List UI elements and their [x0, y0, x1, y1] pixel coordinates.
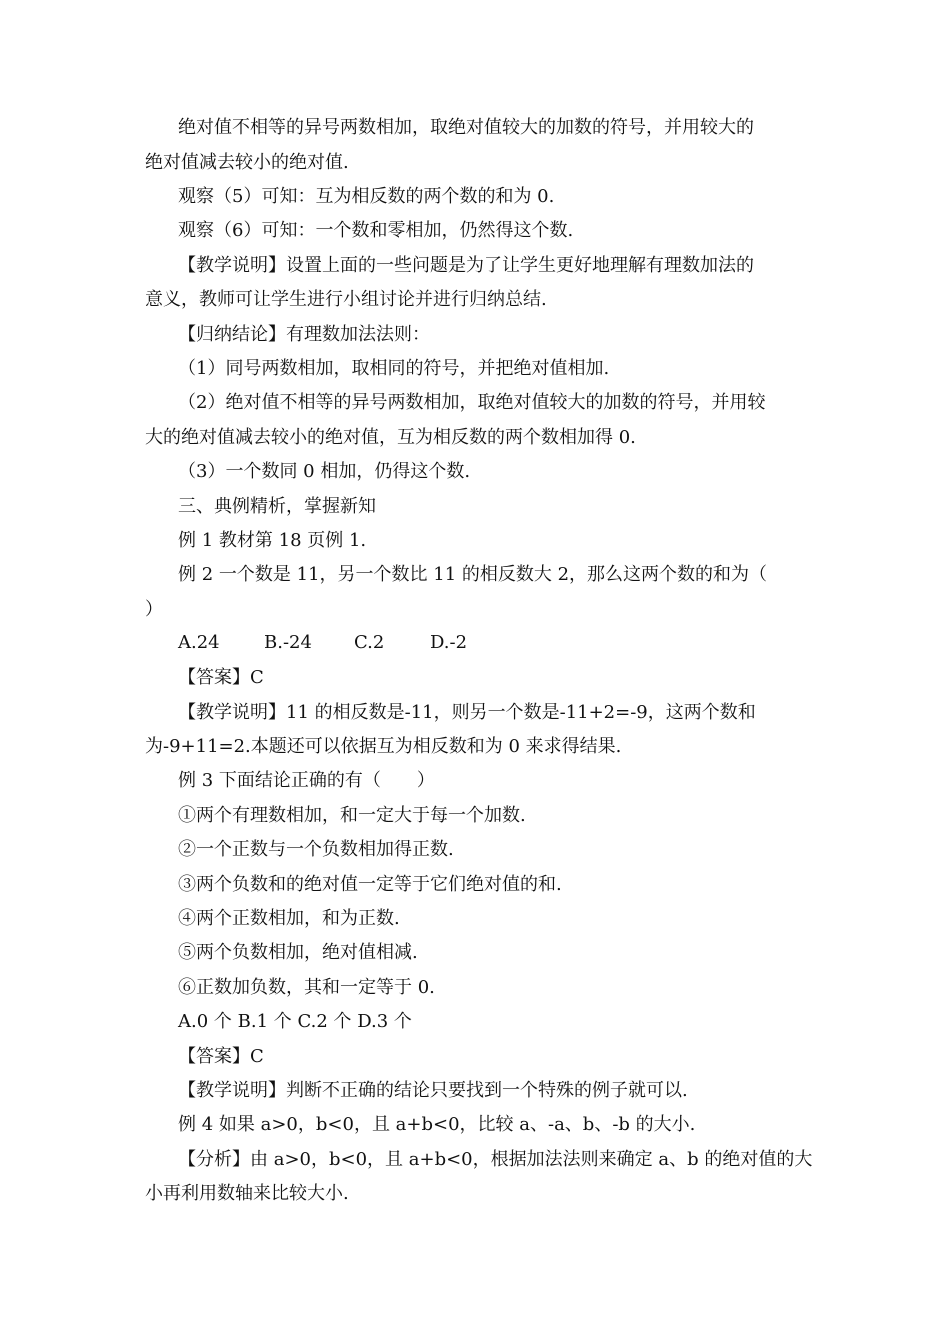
option-a: A.24 — [178, 632, 220, 653]
statement-6: ⑥正数加负数，其和一定等于 0. — [178, 977, 435, 998]
answer-1: 【答案】C — [178, 667, 264, 688]
statement-2: ②一个正数与一个负数相加得正数. — [178, 839, 454, 860]
section-heading: 三、典例精析，掌握新知 — [178, 496, 376, 517]
option-d: D.-2 — [430, 632, 468, 653]
para-3: 观察（5）可知：互为相反数的两个数的和为 0. — [178, 186, 555, 207]
teaching-note-3: 【教学说明】判断不正确的结论只要找到一个特殊的例子就可以. — [178, 1080, 688, 1101]
para-11: （3）一个数同 0 相加，仍得这个数. — [178, 461, 471, 482]
teaching-note-2a: 【教学说明】11 的相反数是-11，则另一个数是-11+2=-9，这两个数和 — [178, 702, 756, 723]
option-b: B.-24 — [264, 632, 312, 653]
para-4: 观察（6）可知：一个数和零相加，仍然得这个数. — [178, 220, 574, 241]
para-10: 大的绝对值减去较小的绝对值，互为相反数的两个数相加得 0. — [145, 427, 636, 448]
para-2: 绝对值减去较小的绝对值. — [145, 152, 349, 173]
example-3: 例 3 下面结论正确的有（ ） — [178, 770, 435, 791]
para-9: （2）绝对值不相等的异号两数相加，取绝对值较大的加数的符号，并用较 — [178, 392, 766, 413]
option-c: C.2 — [354, 632, 385, 653]
statement-4: ④两个正数相加，和为正数. — [178, 908, 400, 929]
para-6: 意义，教师可让学生进行小组讨论并进行归纳总结. — [145, 289, 547, 310]
analysis-a: 【分析】由 a>0，b<0，且 a+b<0，根据加法法则来确定 a、b 的绝对值的大 — [178, 1149, 813, 1170]
teaching-note-2b: 为-9+11=2.本题还可以依据互为相反数和为 0 来求得结果. — [145, 736, 622, 757]
example-1: 例 1 教材第 18 页例 1. — [178, 530, 367, 551]
para-7: 【归纳结论】有理数加法法则： — [178, 324, 430, 345]
example-3-options: A.0 个 B.1 个 C.2 个 D.3 个 — [178, 1011, 412, 1032]
example-2: 例 2 一个数是 11，另一个数比 11 的相反数大 2，那么这两个数的和为（ — [178, 564, 768, 585]
para-5: 【教学说明】设置上面的一些问题是为了让学生更好地理解有理数加法的 — [178, 255, 754, 276]
para-8: （1）同号两数相加，取相同的符号，并把绝对值相加. — [178, 358, 610, 379]
statement-5: ⑤两个负数相加，绝对值相减. — [178, 942, 418, 963]
statement-1: ①两个有理数相加，和一定大于每一个加数. — [178, 805, 526, 826]
example-2-close: ） — [145, 599, 163, 620]
statement-3: ③两个负数和的绝对值一定等于它们绝对值的和. — [178, 874, 562, 895]
example-4: 例 4 如果 a>0，b<0，且 a+b<0，比较 a、-a、b、-b 的大小. — [178, 1114, 696, 1135]
analysis-b: 小再利用数轴来比较大小. — [145, 1183, 349, 1204]
answer-2: 【答案】C — [178, 1046, 264, 1067]
para-1: 绝对值不相等的异号两数相加，取绝对值较大的加数的符号，并用较大的 — [178, 117, 754, 138]
